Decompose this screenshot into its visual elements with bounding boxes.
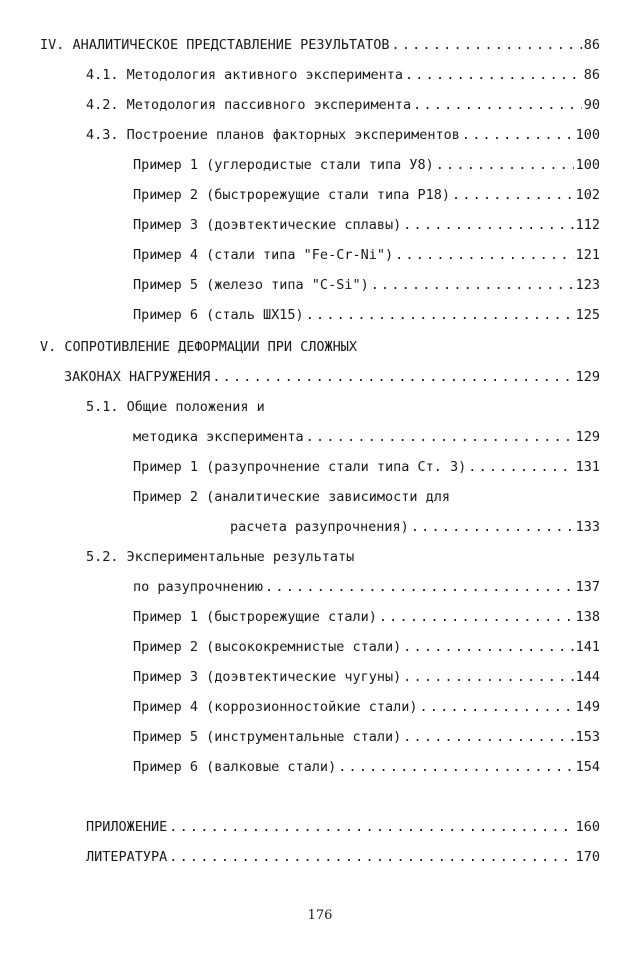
toc-entry-text: 4.3. Построение планов факторных экспериментов: [86, 127, 460, 143]
leader-dots: [338, 759, 573, 775]
leader-dots: [462, 127, 574, 143]
toc-entry-text: 4.1. Методология активного эксперимента: [86, 67, 403, 83]
toc-entry-text: 4.2. Методология пассивного эксперимента: [86, 97, 412, 113]
toc-entry-text: Пример 5 (железо типа "C-Si"): [133, 277, 369, 293]
toc-entry-example: [0, 247, 600, 267]
toc-entry-chapter-5-cont: [0, 369, 600, 389]
toc-entry-text: Пример 3 (доэвтектические сплавы): [133, 217, 402, 233]
toc-entry-text: ПРИЛОЖЕНИЕ: [86, 819, 168, 835]
leader-dots: [306, 429, 574, 445]
leader-dots: [169, 849, 573, 865]
toc-entry-page: 86: [583, 37, 600, 53]
toc-entry-page: 131: [575, 459, 600, 475]
toc-entry-example: [0, 729, 600, 749]
toc-entry-page: 133: [575, 519, 600, 535]
toc-entry-section-4-2: [0, 97, 600, 117]
leader-dots: [392, 37, 582, 53]
leader-dots: [212, 369, 573, 385]
toc-entry-page: 112: [575, 217, 600, 233]
leader-dots: [403, 729, 573, 745]
toc-entry-text: Пример 4 (стали типа "Fe-Cr-Ni"): [133, 247, 394, 263]
toc-entry-text: Пример 1 (разупрочнение стали типа Ст. 3): [133, 459, 467, 475]
toc-entry-text: Пример 2 (аналитические зависимости для: [133, 489, 450, 505]
toc-entry-page: 141: [575, 639, 600, 655]
toc-entry-references: [0, 849, 600, 869]
leader-dots: [403, 639, 573, 655]
leader-dots: [306, 307, 574, 323]
toc-entry-page: 170: [575, 849, 600, 865]
toc-entry-text: V. СОПРОТИВЛЕНИЕ ДЕФОРМАЦИИ ПРИ СЛОЖНЫХ: [40, 339, 357, 355]
toc-entry-text: Пример 6 (валковые стали): [133, 759, 337, 775]
leader-dots: [265, 579, 574, 595]
toc-entry-example: [0, 759, 600, 779]
toc-entry-page: 100: [575, 127, 600, 143]
leader-dots: [452, 187, 574, 203]
toc-entry-example: [0, 157, 600, 177]
toc-entry-page: 129: [575, 429, 600, 445]
leader-dots: [403, 669, 573, 685]
toc-entry-text: по разупрочнению: [133, 579, 264, 595]
toc-entry-example: [0, 459, 600, 479]
leader-dots: [411, 519, 574, 535]
leader-dots: [379, 609, 574, 625]
toc-entry-page: 154: [575, 759, 600, 775]
toc-entry-text: 5.2. Экспериментальные результаты: [86, 549, 355, 565]
leader-dots: [419, 699, 573, 715]
toc-entry-page: 90: [583, 97, 600, 113]
toc-entry-text: Пример 6 (сталь ШХ15): [133, 307, 304, 323]
toc-entry-text: Пример 5 (инструментальные стали): [133, 729, 402, 745]
leader-dots: [169, 819, 573, 835]
page-number: 176: [307, 908, 333, 923]
toc-entry-page: 86: [583, 67, 600, 83]
toc-entry-page: 160: [575, 819, 600, 835]
toc-entry-page: 125: [575, 307, 600, 323]
leader-dots: [371, 277, 574, 293]
toc-entry-chapter-4: [0, 37, 600, 57]
leader-dots: [395, 247, 574, 263]
toc-entry-text: ЛИТЕРАТУРА: [86, 849, 168, 865]
toc-entry-section-5-1: [0, 399, 600, 419]
toc-entry-text: Пример 1 (быстрорежущие стали): [133, 609, 377, 625]
toc-entry-example-cont: [0, 519, 600, 539]
toc-entry-page: 121: [575, 247, 600, 263]
toc-entry-page: 138: [575, 609, 600, 625]
toc-entry-text: Пример 4 (коррозионностойкие стали): [133, 699, 418, 715]
toc-entry-text: Пример 2 (быстрорежущие стали типа Р18): [133, 187, 450, 203]
toc-entry-example: [0, 639, 600, 659]
toc-entry-page: 144: [575, 669, 600, 685]
toc-entry-example: [0, 609, 600, 629]
toc-entry-page: 149: [575, 699, 600, 715]
toc-entry-section-4-1: [0, 67, 600, 87]
toc-entry-page: 102: [575, 187, 600, 203]
toc-entry-example: [0, 669, 600, 689]
toc-entry-example: [0, 217, 600, 237]
leader-dots: [468, 459, 573, 475]
toc-entry-section-5-1-cont: [0, 429, 600, 449]
toc-entry-chapter-5: [0, 339, 600, 359]
leader-dots: [413, 97, 582, 113]
toc-entry-section-5-2-cont: [0, 579, 600, 599]
toc-entry-example: [0, 187, 600, 207]
toc-entry-text: методика эксперимента: [133, 429, 304, 445]
toc-entry-page: 153: [575, 729, 600, 745]
toc-entry-text: Пример 1 (углеродистые стали типа У8): [133, 157, 434, 173]
toc-entry-text: Пример 2 (высококремнистые стали): [133, 639, 402, 655]
toc-entry-section-4-3: [0, 127, 600, 147]
toc-entry-text: Пример 3 (доэвтектические чугуны): [133, 669, 402, 685]
leader-dots: [405, 67, 582, 83]
toc-entry-example: [0, 699, 600, 719]
toc-entry-example: [0, 489, 600, 509]
toc-entry-page: 123: [575, 277, 600, 293]
toc-entry-page: 100: [575, 157, 600, 173]
toc-entry-section-5-2: [0, 549, 600, 569]
toc-entry-appendix: [0, 819, 600, 839]
leader-dots: [403, 217, 573, 233]
toc-entry-page: 137: [575, 579, 600, 595]
toc-entry-page: 129: [575, 369, 600, 385]
toc-entry-text: 5.1. Общие положения и: [86, 399, 265, 415]
toc-entry-example: [0, 277, 600, 297]
toc-entry-text: ЗАКОНАХ НАГРУЖЕНИЯ: [64, 369, 211, 385]
toc-entry-text: расчета разупрочнения): [230, 519, 409, 535]
toc-entry-example: [0, 307, 600, 327]
toc-entry-text: IV. АНАЛИТИЧЕСКОЕ ПРЕДСТАВЛЕНИЕ РЕЗУЛЬТАТОВ: [40, 37, 390, 53]
leader-dots: [436, 157, 574, 173]
